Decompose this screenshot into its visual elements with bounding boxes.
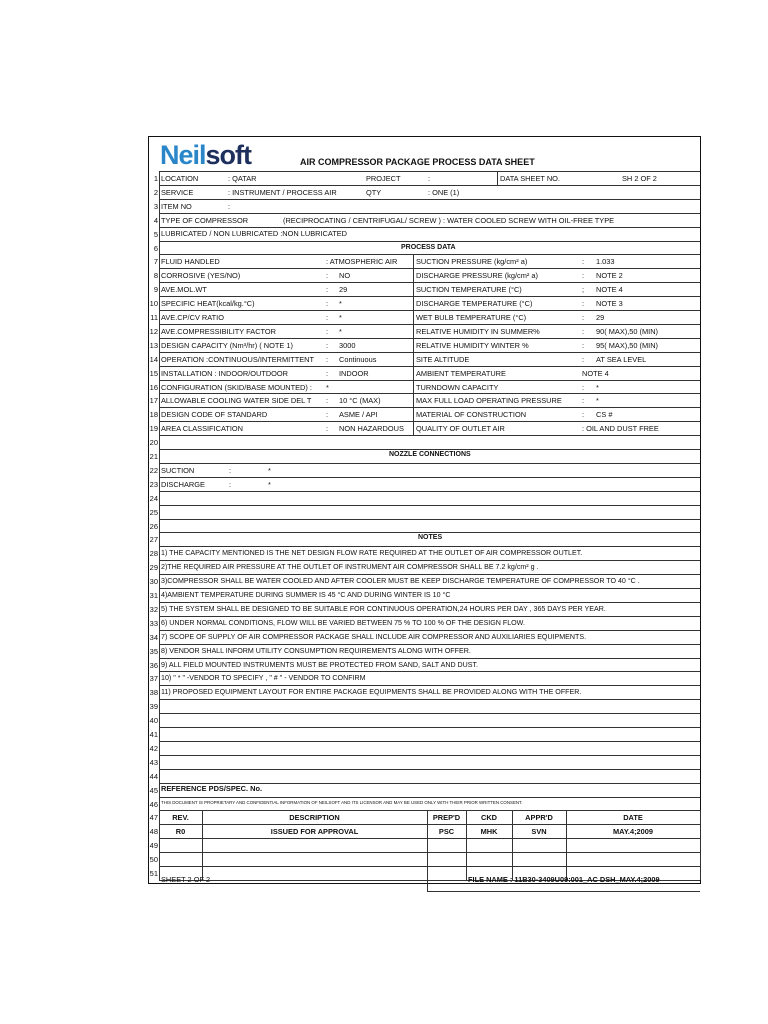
row-number: 18 xyxy=(149,410,158,420)
process-value: : ATMOSPHERIC AIR xyxy=(326,257,398,267)
row-line xyxy=(159,713,700,714)
process-colon: ; xyxy=(582,285,585,295)
revision-header: REV. xyxy=(172,813,189,823)
row-line xyxy=(159,435,700,436)
row-number: 7 xyxy=(153,257,158,267)
revision-cell: SVN xyxy=(531,827,547,837)
process-label: RELATIVE HUMIDITY WINTER % xyxy=(416,340,529,350)
row-number: 23 xyxy=(149,479,158,489)
process-colon: : xyxy=(582,396,585,406)
row-number: 12 xyxy=(149,326,158,336)
row-number: 15 xyxy=(149,368,158,378)
process-label: RELATIVE HUMIDITY IN SUMMER% xyxy=(416,326,540,336)
revision-cell: R0 xyxy=(175,827,186,837)
neilsoft-logo: Neilsoft xyxy=(160,140,252,170)
revision-header: CKD xyxy=(480,813,497,823)
process-value: * xyxy=(596,396,599,406)
row-number: 29 xyxy=(149,563,158,573)
nozzle-value: * xyxy=(268,479,271,489)
process-value: * xyxy=(339,299,342,309)
row-number: 44 xyxy=(149,771,158,781)
header-divider xyxy=(497,171,498,185)
process-label: AVE.CP/CV RATIO xyxy=(161,313,224,322)
process-label: AREA CLASSIFICATION xyxy=(161,424,243,434)
row-line xyxy=(159,699,700,700)
process-colon: : xyxy=(582,257,585,267)
process-colon: : xyxy=(582,354,585,364)
note-item: 5) THE SYSTEM SHALL BE DESIGNED TO BE SUITABLE FOR CONTINUOUS OPERATION,24 HOURS PER DAY , 365 DAYS PER YEAR. xyxy=(161,604,606,613)
row-number: 30 xyxy=(149,577,158,587)
service-value: : INSTRUMENT / PROCESS AIR xyxy=(228,188,337,197)
process-colon: : xyxy=(326,354,329,364)
process-value: * xyxy=(339,326,342,336)
row-number: 13 xyxy=(149,340,158,350)
process-label: MATERIAL OF CONSTRUCTION xyxy=(416,410,527,420)
project-value: : xyxy=(428,174,431,183)
row-number: 38 xyxy=(149,688,158,698)
row-line xyxy=(159,505,700,506)
process-value: NOTE 2 xyxy=(596,271,623,281)
row-number: 5 xyxy=(153,229,158,239)
process-data-heading: PROCESS DATA xyxy=(401,244,456,251)
row-line xyxy=(159,838,700,839)
process-value: * xyxy=(339,313,342,322)
row-number: 46 xyxy=(149,799,158,809)
row-number: 40 xyxy=(149,716,158,726)
process-colon: : xyxy=(582,326,585,336)
row-number: 14 xyxy=(149,354,158,364)
footer-box-bottom xyxy=(427,891,700,892)
compressor-label: TYPE OF COMPRESSOR xyxy=(161,216,249,225)
process-label: MAX FULL LOAD OPERATING PRESSURE xyxy=(416,396,562,406)
row-number: 48 xyxy=(149,827,158,837)
row-line xyxy=(159,769,700,770)
row-number: 42 xyxy=(149,743,158,753)
item-value: : xyxy=(228,202,231,211)
process-value: 95( MAX),50 (MIN) xyxy=(596,340,659,350)
process-label: DESIGN CODE OF STANDARD xyxy=(161,410,268,420)
row-number: 11 xyxy=(150,313,158,322)
nozzle-label: SUCTION xyxy=(161,465,195,475)
row-number: 41 xyxy=(149,730,158,739)
footer-sheet: SHEET 2 OF 2 xyxy=(161,875,211,884)
datasheet-label: DATA SHEET NO. xyxy=(500,174,560,183)
row-number: 8 xyxy=(153,271,158,281)
note-item: 10) " * " -VENDOR TO SPECIFY , " # " - VENDOR TO CONFIRM xyxy=(161,674,366,683)
row-number: 21 xyxy=(149,452,158,461)
row-number: 17 xyxy=(149,396,158,406)
nozzle-colon: : xyxy=(229,479,232,489)
note-item: 2)THE REQUIRED AIR PRESSURE AT THE OUTLET OF INSTRUMENT AIR COMPRESSOR SHALL BE 7.2 kg/cm² g . xyxy=(161,563,539,572)
row-number: 16 xyxy=(149,382,158,392)
row-number: 35 xyxy=(149,646,158,656)
process-colon: : xyxy=(582,340,585,350)
revision-col-line xyxy=(700,810,701,880)
location-label: LOCATION xyxy=(161,174,199,183)
process-label: QUALITY OF OUTLET AIR xyxy=(416,424,505,434)
process-colon: : xyxy=(326,340,329,350)
row-number: 24 xyxy=(149,493,158,503)
process-value: : OIL AND DUST FREE xyxy=(582,424,659,434)
row-number: 32 xyxy=(149,604,158,614)
process-colon: : xyxy=(326,285,329,295)
row-number: 51 xyxy=(149,869,158,878)
row-number: 36 xyxy=(149,660,158,670)
left-margin-line xyxy=(159,171,160,880)
process-label: CORROSIVE (YES/NO) xyxy=(161,271,241,281)
row-number: 2 xyxy=(153,187,158,197)
lubricated-line: LUBRICATED / NON LUBRICATED :NON LUBRICATED xyxy=(161,229,348,238)
note-item: 8) VENDOR SHALL INFORM UTILITY CONSUMPTION REQUIREMENTS ALONG WITH OFFER. xyxy=(161,646,471,655)
row-number: 37 xyxy=(149,674,158,684)
row-line xyxy=(159,491,700,492)
qty-value: : ONE (1) xyxy=(428,188,460,197)
row-line xyxy=(159,755,700,756)
row-number: 50 xyxy=(149,855,158,865)
process-value: INDOOR xyxy=(339,368,369,378)
process-value: * xyxy=(596,382,599,392)
row-number: 1 xyxy=(153,174,158,183)
row-number: 6 xyxy=(153,243,158,253)
disclaimer: THIS DOCUMENT IS PROPRIETARY AND CONFIDENTIAL INFORMATION OF NEILSOFT AND ITS LICENSOR AND MAY BE USED ONLY WITH THEIR PRIOR WRITTEN CONSENT. xyxy=(161,800,523,805)
row-line xyxy=(159,727,700,728)
process-value: 10 °C (MAX) xyxy=(339,396,381,406)
footer-filename: FILE NAME : 11B30-3409U09:001_AC DSH_MAY.4;2009 xyxy=(468,875,660,884)
note-item: 11) PROPOSED EQUIPMENT LAYOUT FOR ENTIRE PACKAGE EQUIPMENTS SHALL BE PROVIDED ALONG WITH THE OFFER. xyxy=(161,688,582,697)
row-number: 31 xyxy=(149,591,158,600)
process-label: DISCHARGE TEMPERATURE (°C) xyxy=(416,299,533,309)
process-value: NOTE 4 xyxy=(596,285,623,295)
row-number: 22 xyxy=(149,465,158,475)
row-number: 26 xyxy=(149,521,158,531)
row-line xyxy=(159,866,700,867)
process-value: 90( MAX),50 (MIN) xyxy=(596,326,659,336)
row-line xyxy=(159,741,700,742)
note-item: 6) UNDER NORMAL CONDITIONS, FLOW WILL BE VARIED BETWEEN 75 % TO 100 % OF THE DESIGN FLOW. xyxy=(161,618,525,627)
row-number: 49 xyxy=(149,841,158,851)
process-colon: : xyxy=(582,410,585,420)
revision-cell: ISSUED FOR APPROVAL xyxy=(270,827,359,837)
process-colon: : xyxy=(582,299,585,309)
process-label: SUCTION PRESSURE (kg/cm² a) xyxy=(416,257,528,267)
process-label: FLUID HANDLED xyxy=(161,257,220,267)
row-line xyxy=(159,852,700,853)
revision-cell: MAY.4;2009 xyxy=(613,827,653,837)
process-colon: : xyxy=(326,326,329,336)
process-value: ASME / API xyxy=(339,410,378,420)
note-item: 3)COMPRESSOR SHALL BE WATER COOLED AND AFTER COOLER MUST BE KEEP DISCHARGE TEMPERATURE OF COMPRESSOR TO 40 °C . xyxy=(161,577,640,586)
revision-header: APPR'D xyxy=(525,813,553,823)
process-value: NOTE 3 xyxy=(596,299,623,309)
row-number: 20 xyxy=(149,438,158,448)
nozzle-colon: : xyxy=(229,465,232,475)
process-value: NON HAZARDOUS xyxy=(339,424,404,434)
revision-cell: MHK xyxy=(480,827,498,837)
row-number: 10 xyxy=(149,299,158,309)
process-colon: : xyxy=(582,271,585,281)
qty-label: QTY xyxy=(366,188,382,197)
notes-heading: NOTES xyxy=(418,534,443,541)
location-value: : QATAR xyxy=(228,174,257,183)
process-colon: : xyxy=(326,313,329,322)
nozzle-label: DISCHARGE xyxy=(161,479,205,489)
row-number: 28 xyxy=(149,549,158,559)
note-item: 4)AMBIENT TEMPERATURE DURING SUMMER IS 45 °C AND DURING WINTER IS 10 °C xyxy=(161,591,451,599)
process-label: AVE.COMPRESSIBILITY FACTOR xyxy=(161,326,276,336)
process-value: * xyxy=(326,382,329,392)
reference-label: REFERENCE PDS/SPEC. No. xyxy=(161,784,263,793)
process-value: 3000 xyxy=(339,340,356,350)
process-value: CS # xyxy=(596,410,613,420)
row-number: 39 xyxy=(149,702,158,712)
row-number: 47 xyxy=(149,813,158,823)
row-number: 33 xyxy=(149,618,158,628)
item-label: ITEM NO xyxy=(161,202,192,211)
process-colon: : xyxy=(326,299,329,309)
revision-header: PREP'D xyxy=(432,813,461,823)
nozzle-heading: NOZZLE CONNECTIONS xyxy=(389,451,471,458)
row-number: 19 xyxy=(149,424,158,434)
process-colon: : xyxy=(582,382,585,392)
process-divider xyxy=(413,254,414,435)
process-label: SITE ALTITUDE xyxy=(416,354,470,364)
note-item: 7) SCOPE OF SUPPLY OF AIR COMPRESSOR PACKAGE SHALL INCLUDE AIR COMPRESSOR AND AUXILIARIES EQUIPMENTS. xyxy=(161,632,587,641)
process-label: AMBIENT TEMPERATURE xyxy=(416,368,506,378)
process-label: SUCTION TEMPERATURE (°C) xyxy=(416,285,522,295)
row-number: 43 xyxy=(149,757,158,767)
process-label: WET BULB TEMPERATURE (°C) xyxy=(416,313,527,322)
nozzle-value: * xyxy=(268,465,271,475)
note-item: 9) ALL FIELD MOUNTED INSTRUMENTS MUST BE PROTECTED FROM SAND, SALT AND DUST. xyxy=(161,660,479,669)
process-label: TURNDOWN CAPACITY xyxy=(416,382,499,392)
process-value: 29 xyxy=(596,313,605,322)
compressor-value: (RECIPROCATING / CENTRIFUGAL/ SCREW ) : WATER COOLED SCREW WITH OIL-FREE TYPE xyxy=(283,216,615,225)
row-number: 9 xyxy=(153,285,158,295)
row-line xyxy=(159,477,700,478)
process-label: INSTALLATION : INDOOR/OUTDOOR xyxy=(161,368,289,378)
process-label: SPECIFIC HEAT(kcal/kg.°C) xyxy=(161,299,255,309)
process-colon: : xyxy=(326,410,329,420)
process-colon: : xyxy=(326,368,329,378)
process-colon: : xyxy=(326,271,329,281)
process-label: CONFIGURATION (SKID/BASE MOUNTED) : xyxy=(161,382,312,392)
process-value: NOTE 4 xyxy=(582,368,609,378)
row-number: 34 xyxy=(149,632,158,642)
process-label: ALLOWABLE COOLING WATER SIDE DEL T xyxy=(161,396,312,406)
process-value: Continuous xyxy=(339,354,377,364)
process-value: AT SEA LEVEL xyxy=(596,354,647,364)
process-label: AVE.MOL.WT xyxy=(161,285,207,295)
process-value: NO xyxy=(339,271,351,281)
revision-header: DESCRIPTION xyxy=(289,813,340,823)
note-item: 1) THE CAPACITY MENTIONED IS THE NET DESIGN FLOW RATE REQUIRED AT THE OUTLET OF AIR COMPRESSOR OUTLET. xyxy=(161,549,583,558)
sheet-number: SH 2 OF 2 xyxy=(622,174,657,183)
row-line xyxy=(159,519,700,520)
revision-cell: PSC xyxy=(438,827,455,837)
row-line xyxy=(159,463,700,464)
process-label: DESIGN CAPACITY (Nm³/hr) ( NOTE 1) xyxy=(161,340,293,350)
process-colon: : xyxy=(582,313,585,322)
row-number: 27 xyxy=(149,535,158,545)
service-label: SERVICE xyxy=(161,188,194,197)
revision-header: DATE xyxy=(623,813,643,823)
process-colon: : xyxy=(326,424,329,434)
process-value: 29 xyxy=(339,285,348,295)
row-number: 45 xyxy=(149,785,158,795)
row-number: 4 xyxy=(153,215,158,225)
row-number: 25 xyxy=(149,507,158,517)
sheet-title: AIR COMPRESSOR PACKAGE PROCESS DATA SHEET xyxy=(300,157,535,167)
process-label: DISCHARGE PRESSURE (kg/cm² a) xyxy=(416,271,538,281)
process-value: 1.033 xyxy=(596,257,615,267)
project-label: PROJECT xyxy=(366,174,401,183)
process-colon: : xyxy=(326,396,329,406)
row-number: 3 xyxy=(153,201,158,211)
process-label: OPERATION :CONTINUOUS/INTERMITTENT xyxy=(161,354,315,364)
